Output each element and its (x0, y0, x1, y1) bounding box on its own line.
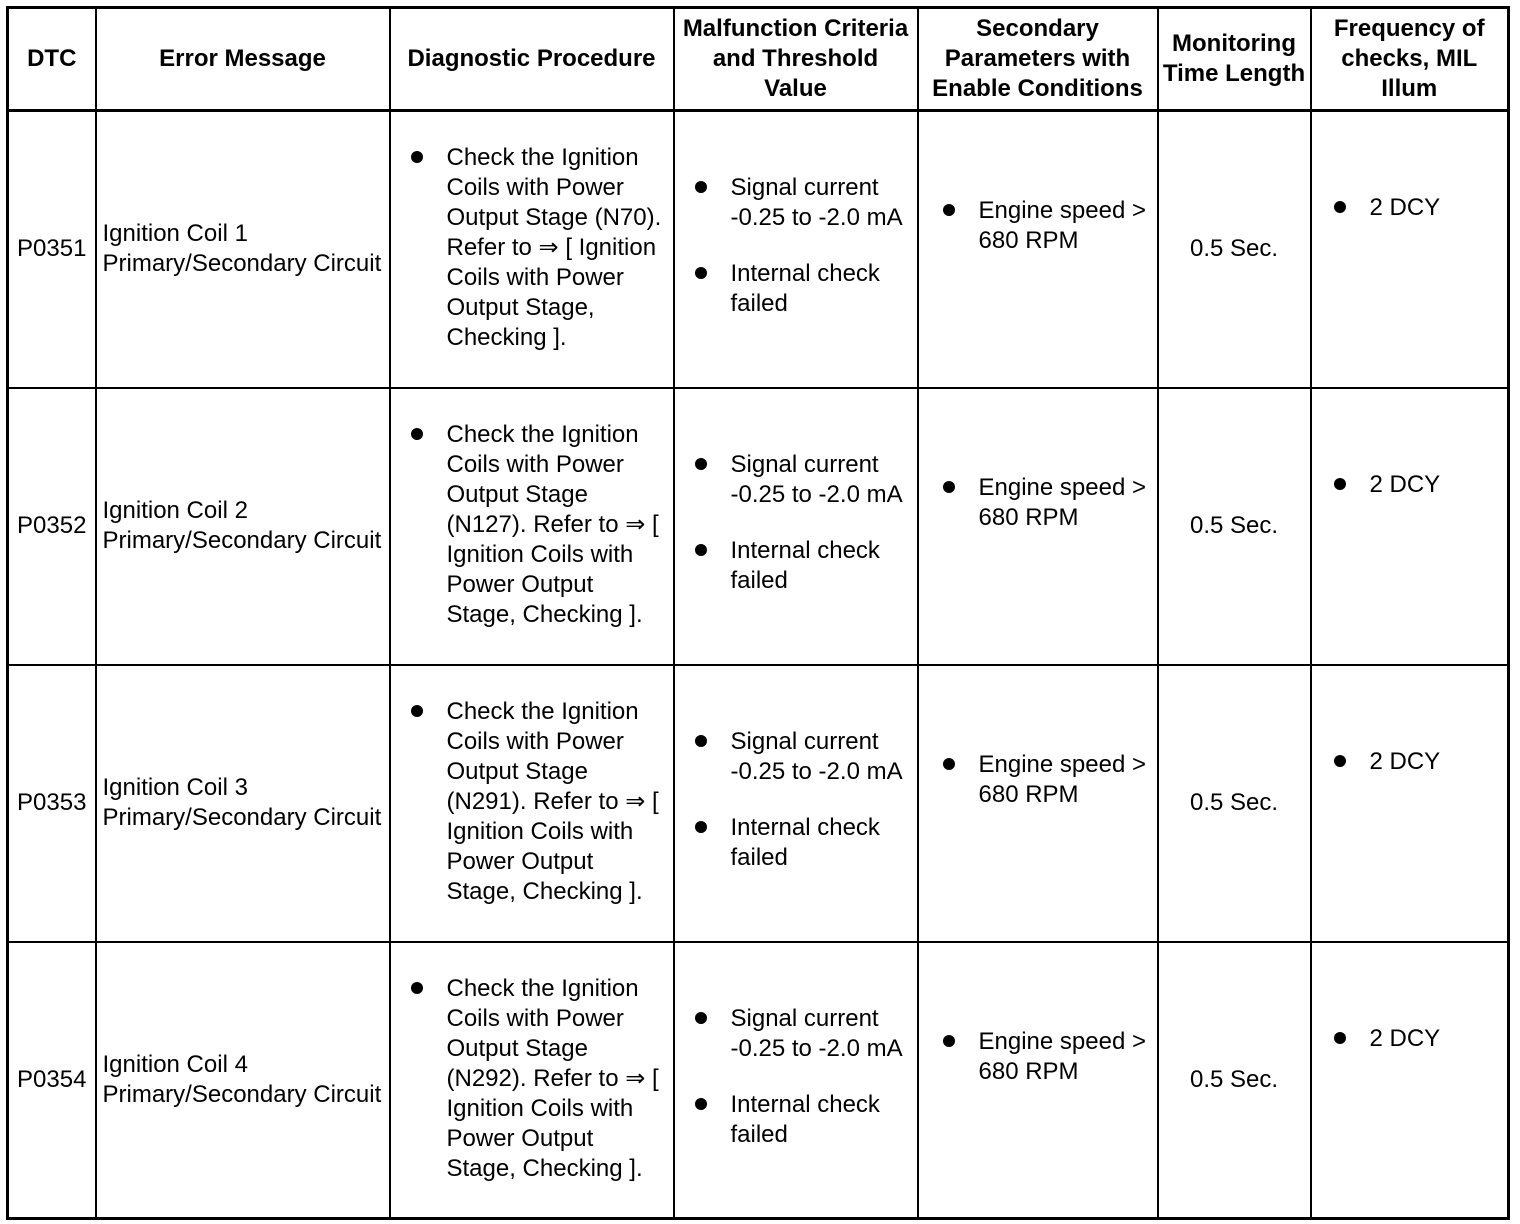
header-secondary-parameters: Secondary Parameters with Enable Conditions (918, 8, 1158, 111)
bullet-icon (695, 544, 707, 556)
procedure-text: Check the Ignition Coils with Power Output Stage (N70). Refer to ⇒ [ Ignition Coils with Power Output Stage, Checking ]. (446, 144, 662, 352)
bullet-icon (695, 735, 707, 747)
dtc-code: P0352 (8, 388, 96, 665)
bullet-icon (1334, 1032, 1346, 1044)
bullet-icon (1334, 755, 1346, 767)
criteria-item (695, 1004, 913, 1064)
secondary-parameters (918, 942, 1158, 1219)
table-row (8, 111, 1509, 388)
secondary-text: Engine speed > 680 RPM (978, 197, 1146, 255)
secondary-parameters (918, 111, 1158, 388)
monitoring-time: 0.5 Sec. (1158, 942, 1311, 1219)
criteria-text: Signal current -0.25 to -2.0 mA (730, 451, 903, 508)
secondary-parameters (918, 388, 1158, 665)
criteria-item (695, 1090, 913, 1150)
procedure-item (411, 697, 667, 907)
table-body (8, 111, 1509, 1219)
bullet-icon (943, 481, 955, 493)
monitoring-time: 0.5 Sec. (1158, 665, 1311, 942)
header-frequency: Frequency of checks, MIL Illum (1311, 8, 1509, 111)
criteria-item (695, 536, 913, 596)
bullet-icon (695, 181, 707, 193)
dtc-code: P0353 (8, 665, 96, 942)
secondary-parameters (918, 665, 1158, 942)
frequency (1311, 111, 1509, 388)
monitoring-time: 0.5 Sec. (1158, 388, 1311, 665)
criteria-text: Signal current -0.25 to -2.0 mA (730, 728, 903, 785)
secondary-text: Engine speed > 680 RPM (978, 474, 1146, 531)
frequency-item (1334, 193, 1508, 223)
bullet-icon (943, 758, 955, 770)
criteria-text: Internal check failed (730, 260, 880, 318)
procedure-text: Check the Ignition Coils with Power Output Stage (N127). Refer to ⇒ [ Ignition Coils with Power Output Stage, Checking ]. (446, 421, 659, 628)
secondary-text: Engine speed > 680 RPM (978, 751, 1146, 808)
criteria-text: Signal current -0.25 to -2.0 mA (730, 1004, 903, 1062)
bullet-icon (695, 1012, 707, 1024)
header-error-message: Error Message (96, 8, 390, 111)
malfunction-criteria (674, 665, 918, 942)
procedure-text: Check the Ignition Coils with Power Output Stage (N291). Refer to ⇒ [ Ignition Coils with Power Output Stage, Checking ]. (446, 698, 659, 905)
frequency-item (1334, 470, 1508, 500)
criteria-item (695, 259, 913, 319)
diagnostic-procedure (390, 942, 674, 1219)
error-message: Ignition Coil 3 Primary/Secondary Circuit (96, 665, 390, 942)
monitoring-time: 0.5 Sec. (1158, 111, 1311, 388)
secondary-item (943, 1027, 1153, 1087)
malfunction-criteria (674, 111, 918, 388)
procedure-item (411, 420, 667, 630)
criteria-item (695, 727, 913, 787)
bullet-icon (943, 1035, 955, 1047)
frequency-item (1334, 1024, 1508, 1054)
procedure-text: Check the Ignition Coils with Power Output Stage (N292). Refer to ⇒ [ Ignition Coils with Power Output Stage, Checking ]. (446, 974, 659, 1182)
diagnostic-procedure (390, 111, 674, 388)
error-message: Ignition Coil 1 Primary/Secondary Circuit (96, 111, 390, 388)
secondary-item (943, 473, 1153, 533)
criteria-text: Internal check failed (730, 814, 880, 871)
secondary-text: Engine speed > 680 RPM (978, 1027, 1146, 1085)
criteria-item (695, 813, 913, 873)
frequency-text: 2 DCY (1369, 748, 1441, 775)
error-message: Ignition Coil 4 Primary/Secondary Circuit (96, 942, 390, 1219)
bullet-icon (695, 821, 707, 833)
bullet-icon (1334, 201, 1346, 213)
frequency-text: 2 DCY (1369, 471, 1441, 498)
dtc-code: P0354 (8, 942, 96, 1219)
secondary-item (943, 196, 1153, 256)
dtc-code: P0351 (8, 111, 96, 388)
bullet-icon (411, 428, 423, 440)
criteria-text: Signal current -0.25 to -2.0 mA (730, 174, 903, 232)
secondary-item (943, 750, 1153, 810)
bullet-icon (943, 204, 955, 216)
criteria-item (695, 173, 913, 233)
bullet-icon (411, 705, 423, 717)
bullet-icon (411, 982, 423, 994)
table-row (8, 665, 1509, 942)
procedure-item (411, 974, 667, 1184)
frequency (1311, 942, 1509, 1219)
criteria-text: Internal check failed (730, 1090, 880, 1148)
diagnostic-procedure (390, 388, 674, 665)
frequency-item (1334, 747, 1508, 777)
criteria-item (695, 450, 913, 510)
error-message: Ignition Coil 2 Primary/Secondary Circuit (96, 388, 390, 665)
header-diagnostic-procedure: Diagnostic Procedure (390, 8, 674, 111)
malfunction-criteria (674, 942, 918, 1219)
criteria-text: Internal check failed (730, 537, 880, 594)
header-row (8, 8, 1509, 111)
header-monitoring-time: Monitoring Time Length (1158, 8, 1311, 111)
bullet-icon (1334, 478, 1346, 490)
header-dtc: DTC (8, 8, 96, 111)
frequency (1311, 665, 1509, 942)
table-row (8, 942, 1509, 1219)
bullet-icon (695, 1098, 707, 1110)
frequency-text: 2 DCY (1369, 194, 1441, 222)
procedure-item (411, 143, 667, 353)
malfunction-criteria (674, 388, 918, 665)
table-row (8, 388, 1509, 665)
header-malfunction-criteria: Malfunction Criteria and Threshold Value (674, 8, 918, 111)
frequency (1311, 388, 1509, 665)
bullet-icon (411, 151, 423, 163)
diagnostic-procedure (390, 665, 674, 942)
bullet-icon (695, 267, 707, 279)
table-header (8, 8, 1509, 111)
dtc-table (6, 6, 1510, 1220)
bullet-icon (695, 458, 707, 470)
frequency-text: 2 DCY (1369, 1024, 1441, 1052)
